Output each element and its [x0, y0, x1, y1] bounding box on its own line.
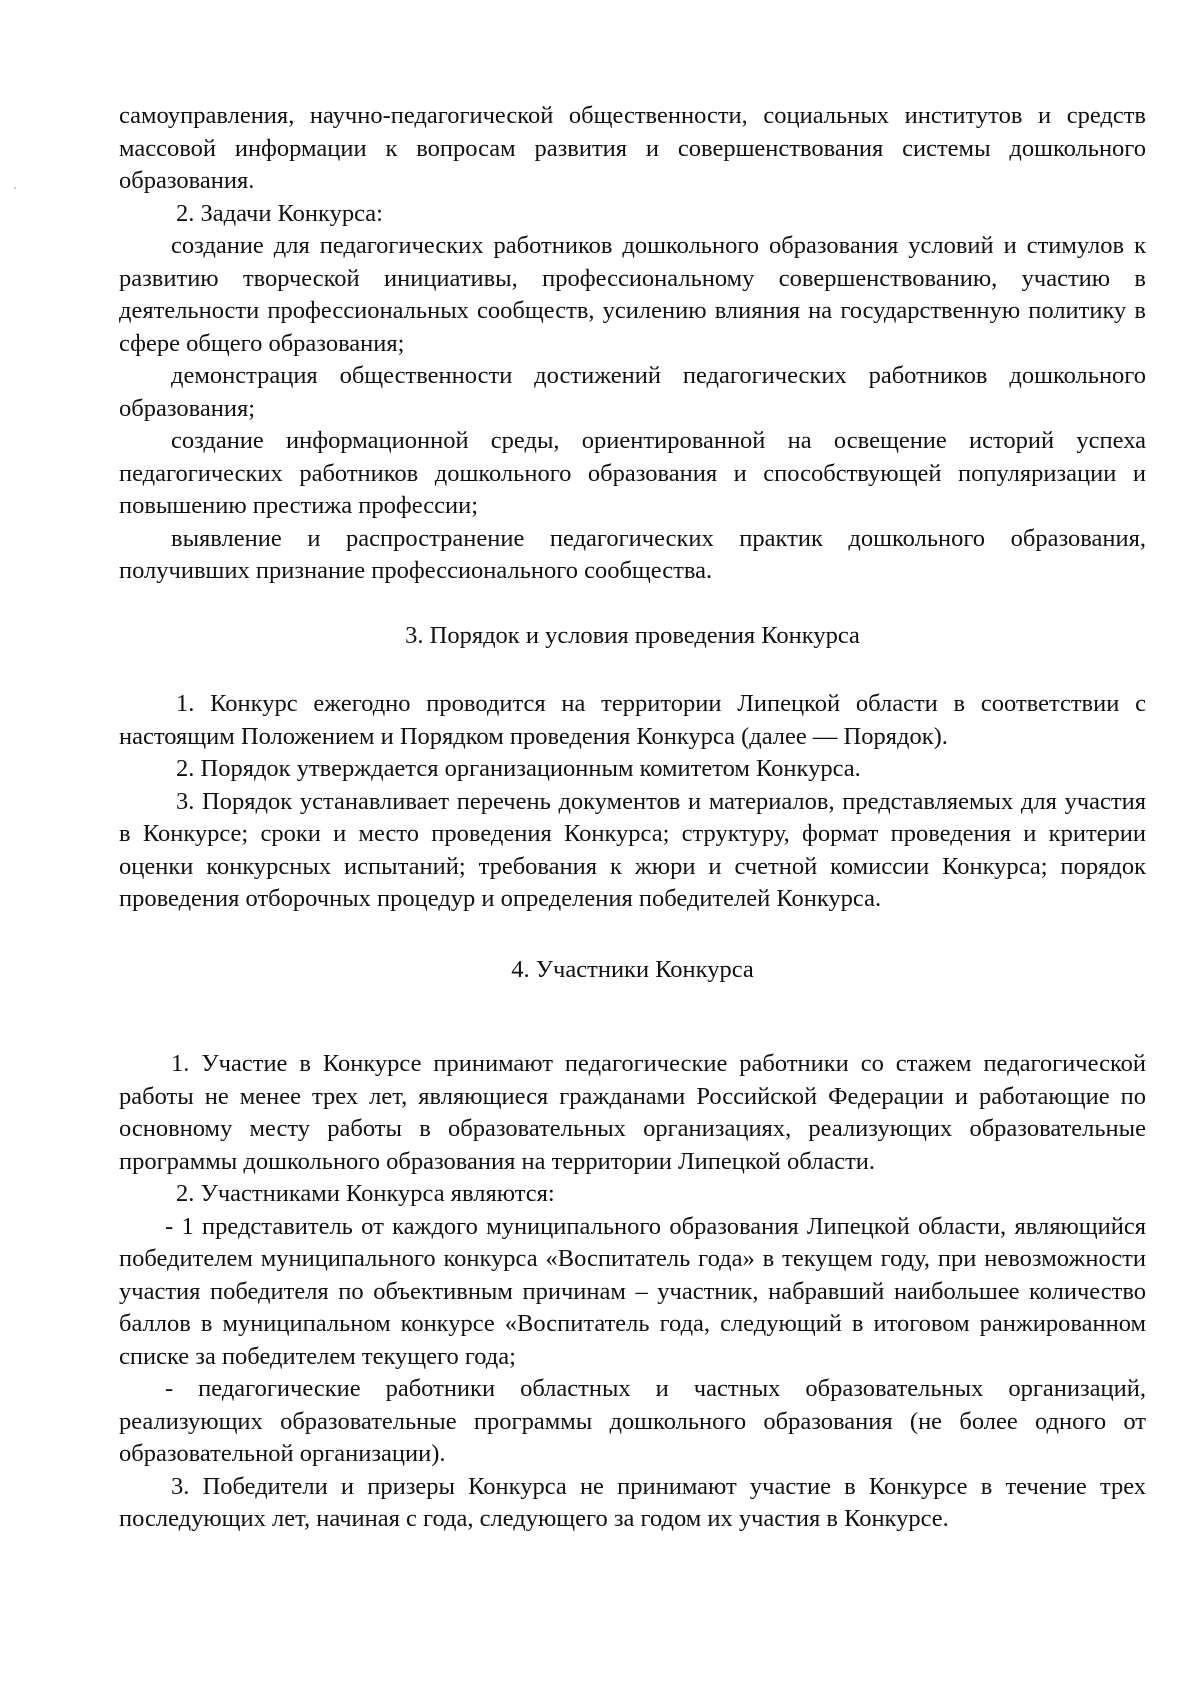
section-3-item: 3. Порядок устанавливает перечень документов и материалов, представляемых для участия в Конкурсе; сроки и место проведения Конкурса; структуру, формат проведения и критерии оценки конкурсных испытаний; требования к жюри и счетной комиссии Конкурса; порядок проведения отборочных процедур и определения победителей Конкурса. — [119, 787, 1146, 912]
section-4-subitem: - 1 представитель от каждого муниципального образования Липецкой области, являющийся победителем муниципального конкурса «Воспитатель года» в текущем году, при невозможности участия победителя по объективным причинам – участник, набравший наибольшее количество баллов в муниципальном конкурсе «Воспитатель года, следующий в итоговом ранжированном списке за победителем текущего года; — [119, 1212, 1146, 1370]
document-body — [119, 100, 1146, 1536]
task-item: создание для педагогических работников дошкольного образования условий и стимулов к развитию творческой инициативы, профессиональному совершенствованию, участию в деятельности профессиональных сообществ, усилению влияния на государственную политику в сфере общего образования; — [119, 232, 1146, 357]
tasks-title: 2. Задачи Конкурса: — [176, 199, 383, 227]
section-4-item: 2. Участниками Конкурса являются: — [176, 1180, 555, 1207]
section-4-subitem: - педагогические работники областных и частных образовательных организаций, реализующих образовательные программы дошкольного образования (не более одного от образовательной организации). — [119, 1375, 1146, 1467]
section-3-item: 1. Конкурс ежегодно проводится на территории Липецкой области в соответствии с настоящим Положением и Порядком проведения Конкурса (далее — Порядок). — [119, 690, 1146, 750]
scan-speck — [14, 187, 16, 189]
task-item: демонстрация общественности достижений педагогических работников дошкольного образования; — [119, 362, 1146, 422]
intro-continuation: самоуправления, научно-педагогической общественности, социальных институтов и средств массовой информации к вопросам развития и совершенствования системы дошкольного образования. — [119, 102, 1146, 194]
section-3-item: 2. Порядок утверждается организационным комитетом Конкурса. — [176, 755, 861, 782]
task-item: создание информационной среды, ориентированной на освещение историй успеха педагогических работников дошкольного образования и способствующей популяризации и повышению престижа профессии; — [119, 427, 1146, 519]
section-4-item: 3. Победители и призеры Конкурса не принимают участие в Конкурсе в течение трех последующих лет, начиная с года, следующего за годом их участия в Конкурсе. — [119, 1472, 1146, 1532]
section-3-heading: 3. Порядок и условия проведения Конкурса — [405, 621, 860, 649]
section-4-heading: 4. Участники Конкурса — [511, 955, 754, 983]
section-4-item: 1. Участие в Конкурсе принимают педагогические работники со стажем педагогической работы не менее трех лет, являющиеся гражданами Российской Федерации и работающие по основному месту работы в образовательных организациях, реализующих образовательные программы дошкольного образования на территории Липецкой области. — [119, 1050, 1146, 1175]
task-item: выявление и распространение педагогических практик дошкольного образования, получивших признание профессионального сообщества. — [119, 524, 1146, 584]
